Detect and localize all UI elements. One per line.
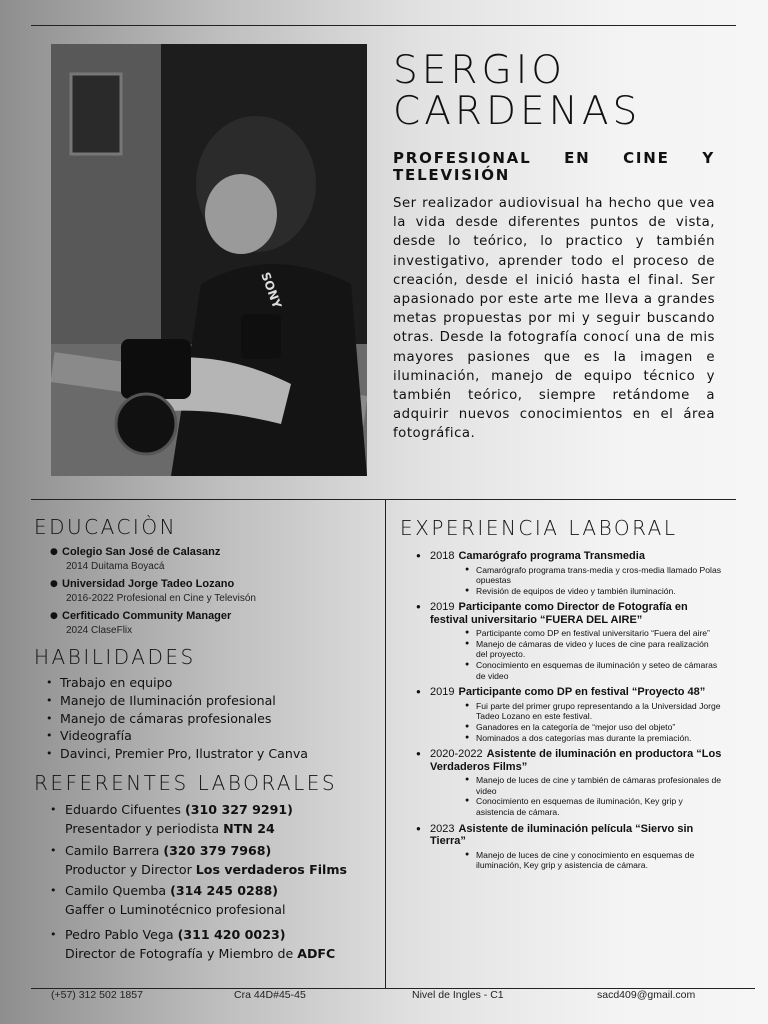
footer-email: sacd409@gmail.com (597, 989, 696, 1001)
job-title: Participante como Director de Fotografía en festival universitario “FUERA DEL AIRE” (430, 601, 688, 626)
bullet-icon: ● (416, 687, 421, 697)
skill-label: Manejo de cámaras profesionales (60, 710, 272, 726)
job-bullet (408, 565, 738, 586)
skills-heading: HABILIDADES (34, 645, 196, 669)
name-first: SERGIO (393, 48, 566, 93)
reference-org: ADFC (297, 946, 336, 961)
reference-name: Camilo Quemba (65, 883, 167, 898)
job-bullet (408, 722, 738, 733)
job-bullet (408, 733, 738, 744)
footer-phone: (+57) 312 502 1857 (51, 989, 143, 1001)
job-entry (408, 823, 738, 871)
job-bullet-text: Manejo de luces de cine y también de cámaras profesionales de video (476, 775, 722, 796)
job-title: Camarógrafo programa Transmedia (458, 550, 645, 562)
reference-org: NTN 24 (223, 821, 275, 836)
column-divider (385, 500, 386, 988)
bio-paragraph: Ser realizador audiovisual ha hecho que vea la vida desde diferentes puntos de vista, desde lo teórico, lo practico y también investigativo, aprender todo el proceso de creación, desde el inició hasta el final. Ser apasionado por este arte me lleva a grandes metas propuestas por mi y seguir buscando otras. Desde la fotografía conocí una de mis mayores pasiones que es la imagen e iluminación, manejo de equipo técnico y también teórico, siempre retándome a adquirir nuevos conocimientos en el área fotográfica. (393, 196, 715, 442)
job-bullets (408, 701, 738, 743)
reference-item (34, 841, 379, 879)
education-item (34, 609, 364, 638)
bullet-icon: • (50, 843, 57, 857)
reference-role: Director de Fotografía y Miembro de (65, 946, 294, 961)
bullet-icon: ● (416, 823, 421, 833)
bullet-icon: • (46, 729, 53, 743)
skill-label: Davinci, Premier Pro, Ilustrator y Canva (60, 746, 309, 762)
footer-address: Cra 44D#45-45 (234, 989, 306, 1001)
top-divider (31, 25, 736, 26)
skill-item (34, 745, 364, 763)
job-bullet-text: Participante como DP en festival universitario “Fuera del aire” (476, 628, 710, 639)
job-year: 2018 (430, 550, 455, 562)
profile-photo (51, 44, 367, 476)
bullet-icon: ● (50, 579, 58, 589)
job-header (408, 748, 738, 773)
bullet-icon: ● (465, 776, 470, 784)
job-bullet-text: Manejo de cámaras de video y luces de cine para realización del proyecto. (476, 638, 709, 660)
reference-item (34, 925, 379, 963)
job-bullet-text: Manejo de luces de cine y conocimiento en esquemas de iluminación, Key grip y asistencia de cámara. (476, 849, 695, 871)
bullet-icon: ● (465, 565, 470, 573)
job-bullet-text: Conocimiento en esquemas de iluminación, Key grip y asistencia de cámara. (476, 796, 683, 817)
job-title: Asistente de iluminación película “Siervo sin Tierra” (430, 822, 694, 847)
bullet-icon: • (50, 928, 57, 941)
bullet-icon: ● (465, 629, 470, 637)
job-header (408, 686, 738, 699)
job-bullets (408, 850, 738, 871)
job-bullet (408, 775, 738, 796)
job-bullet (408, 660, 738, 681)
bullet-icon: • (50, 803, 57, 816)
reference-role: Presentador y periodista (65, 821, 220, 836)
reference-item (34, 800, 379, 838)
reference-name: Pedro Pablo Vega (65, 927, 174, 942)
education-title: Universidad Jorge Tadeo Lozano (62, 578, 235, 590)
reference-phone: (314 245 0288) (170, 883, 279, 898)
job-bullet-text: Nominados a dos categorías mas durante la premiación. (476, 732, 692, 743)
bullet-icon: • (46, 747, 53, 761)
reference-org: Los verdaderos Films (195, 861, 347, 877)
job-title: Participante como DP en festival “Proyecto 48” (458, 686, 706, 699)
education-detail: 2024 ClaseFlix (66, 625, 133, 636)
education-title: Colegio San José de Calasanz (62, 546, 221, 558)
job-bullet-text: Revisión de equipos de video y también iluminación. (476, 585, 676, 596)
job-bullets (408, 565, 738, 597)
middle-divider (31, 499, 736, 500)
education-title: Cerfiticado Community Manager (62, 610, 232, 622)
bullet-icon: • (46, 711, 53, 725)
bullet-icon: ● (416, 602, 421, 612)
reference-phone: (310 327 9291) (185, 802, 293, 817)
photo-illustration (51, 44, 367, 476)
skill-label: Trabajo en equipo (60, 675, 173, 690)
job-entry (408, 601, 738, 681)
education-item (34, 545, 364, 574)
bullet-icon: ● (416, 551, 421, 560)
job-header (408, 550, 738, 563)
bullet-icon: ● (465, 850, 470, 858)
bullet-icon: ● (465, 639, 470, 647)
job-bullet (408, 586, 738, 597)
experience-heading: EXPERIENCIA LABORAL (400, 516, 678, 540)
reference-name: Eduardo Cifuentes (65, 802, 181, 817)
job-title: Asistente de iluminación en productora “Los Verdaderos Films” (430, 748, 722, 773)
bullet-icon: ● (50, 547, 58, 557)
education-item (34, 577, 364, 606)
bullet-icon: ● (50, 611, 58, 621)
camera-strap-text: SONY (258, 270, 285, 311)
job-header (408, 601, 738, 626)
professional-title: PROFESIONAL EN CINE Y TELEVISIÓN (393, 149, 715, 184)
job-bullet-text: Conocimiento en esquemas de iluminación y seteo de cámaras de video (476, 660, 718, 681)
name-last: CARDENAS (393, 89, 642, 134)
job-bullet (408, 701, 738, 722)
skills-list (34, 674, 364, 763)
education-heading: EDUCACIÒN (34, 515, 178, 539)
job-bullet-text: Fui parte del primer grupo representando a la Universidad Jorge Tadeo Lozano en este festival. (476, 700, 721, 722)
education-list (34, 545, 364, 641)
reference-phone: (320 379 7968) (163, 842, 272, 858)
references-list (34, 800, 379, 966)
bullet-icon: ● (465, 701, 470, 709)
job-entry (408, 550, 738, 596)
bullet-icon: ● (465, 586, 470, 594)
experience-list (408, 550, 738, 876)
education-detail: 2016-2022 Profesional en Cine y Televisón (66, 593, 256, 604)
reference-phone: (311 420 0023) (177, 927, 286, 942)
skill-item (34, 727, 364, 745)
reference-role: Productor y Director (65, 861, 192, 877)
bullet-icon: • (46, 693, 53, 707)
footer-english-level: Nivel de Ingles - C1 (412, 989, 504, 1001)
references-heading: REFERENTES LABORALES (34, 771, 338, 795)
job-entry (408, 686, 738, 743)
job-year: 2023 (430, 822, 455, 835)
job-entry (408, 748, 738, 817)
bullet-icon: ● (465, 733, 470, 741)
job-bullet (408, 850, 738, 871)
job-year: 2019 (430, 601, 455, 614)
skill-label: Videografía (60, 728, 132, 744)
bullet-icon: ● (465, 797, 470, 805)
education-detail: 2014 Duitama Boyacá (66, 561, 165, 572)
reference-role: Gaffer o Luminotécnico profesional (65, 902, 286, 917)
skill-label: Manejo de Iluminación profesional (60, 692, 276, 708)
job-bullet (408, 628, 738, 639)
bullet-icon: • (46, 676, 53, 689)
job-bullet-text: Camarógrafo programa trans-media y cros-media llamado Polas opuestas (476, 564, 722, 586)
job-bullets (408, 775, 738, 817)
bullet-icon: ● (465, 722, 470, 730)
job-year: 2019 (430, 686, 455, 699)
job-bullets (408, 628, 738, 681)
reference-item (34, 881, 379, 919)
person-name (393, 50, 733, 132)
job-bullet (408, 639, 738, 660)
job-year: 2020-2022 (430, 748, 483, 761)
job-bullet (408, 796, 738, 817)
bullet-icon: ● (416, 749, 421, 759)
reference-name: Camilo Barrera (65, 842, 160, 858)
job-bullet-text: Ganadores en la categoría de “mejor uso del objeto” (476, 721, 676, 732)
job-header (408, 823, 738, 848)
bullet-icon: • (50, 884, 57, 897)
skill-item (34, 692, 364, 710)
skill-item (34, 674, 364, 692)
bullet-icon: ● (465, 661, 470, 669)
skill-item (34, 710, 364, 728)
